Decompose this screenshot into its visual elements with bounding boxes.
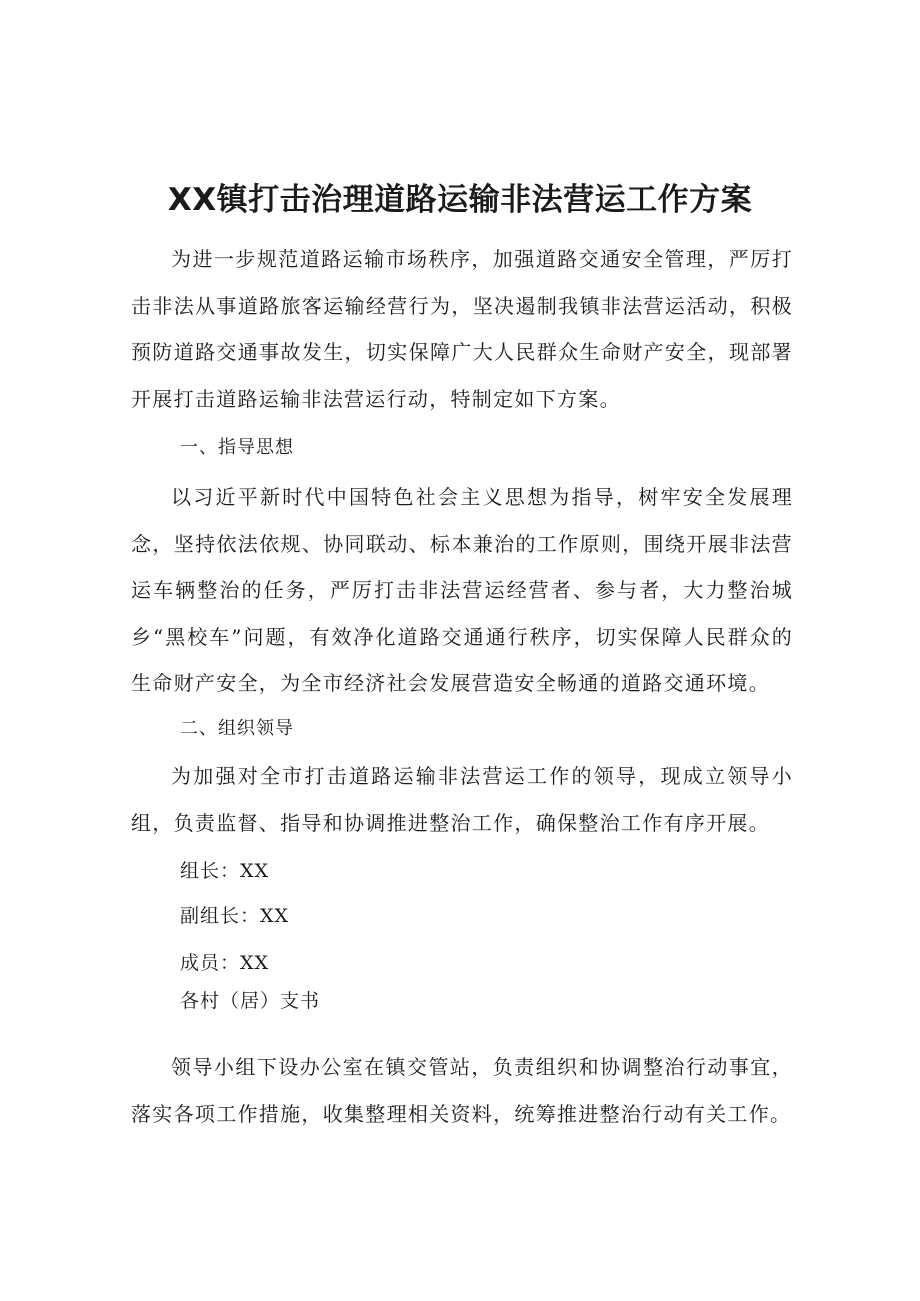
deputy-leader-line: 副组长：XX	[180, 905, 290, 927]
members-line: 成员：XX	[180, 952, 270, 974]
intro-paragraph: 为进一步规范道路运输市场秩序，加强道路交通安全管理，严厉打击非法从事道路旅客运输经营行为，坚决遏制我镇非法营运活动，积极预防道路交通事故发生，切实保障广大人民群众生命财产安全，现部署开展打击道路运输非法营运行动，特制定如下方案。	[131, 247, 793, 411]
guiding-ideology-paragraph: 以习近平新时代中国特色社会主义思想为指导，树牢安全发展理念，坚持依法依规、协同联动、标本兼治的工作原则，围绕开展非法营运车辆整治的任务，严厉打击非法营运经营者、参与者，大力整治城乡“黑校车”问题，有效净化道路交通通行秩序，切实保障人民群众的生命财产安全，为全市经济社会发展营造安全畅通的道路交通环境。	[131, 485, 793, 695]
village-secretaries-line: 各村（居）支书	[180, 990, 321, 1012]
document-title: XX镇打击治理道路运输非法营运工作方案	[167, 182, 753, 218]
group-leader-line: 组长：XX	[180, 860, 270, 882]
section-heading-organization: 二、组织领导	[180, 718, 294, 739]
office-paragraph: 领导小组下设办公室在镇交管站，负责组织和协调整治行动事宜，落实各项工作措施，收集整理相关资料，统筹推进整治行动有关工作。	[131, 1055, 793, 1126]
organization-paragraph: 为加强对全市打击道路运输非法营运工作的领导，现成立领导小组，负责监督、指导和协调推进整治工作，确保整治工作有序开展。	[131, 764, 793, 835]
section-heading-guiding-ideology: 一、指导思想	[180, 437, 294, 458]
